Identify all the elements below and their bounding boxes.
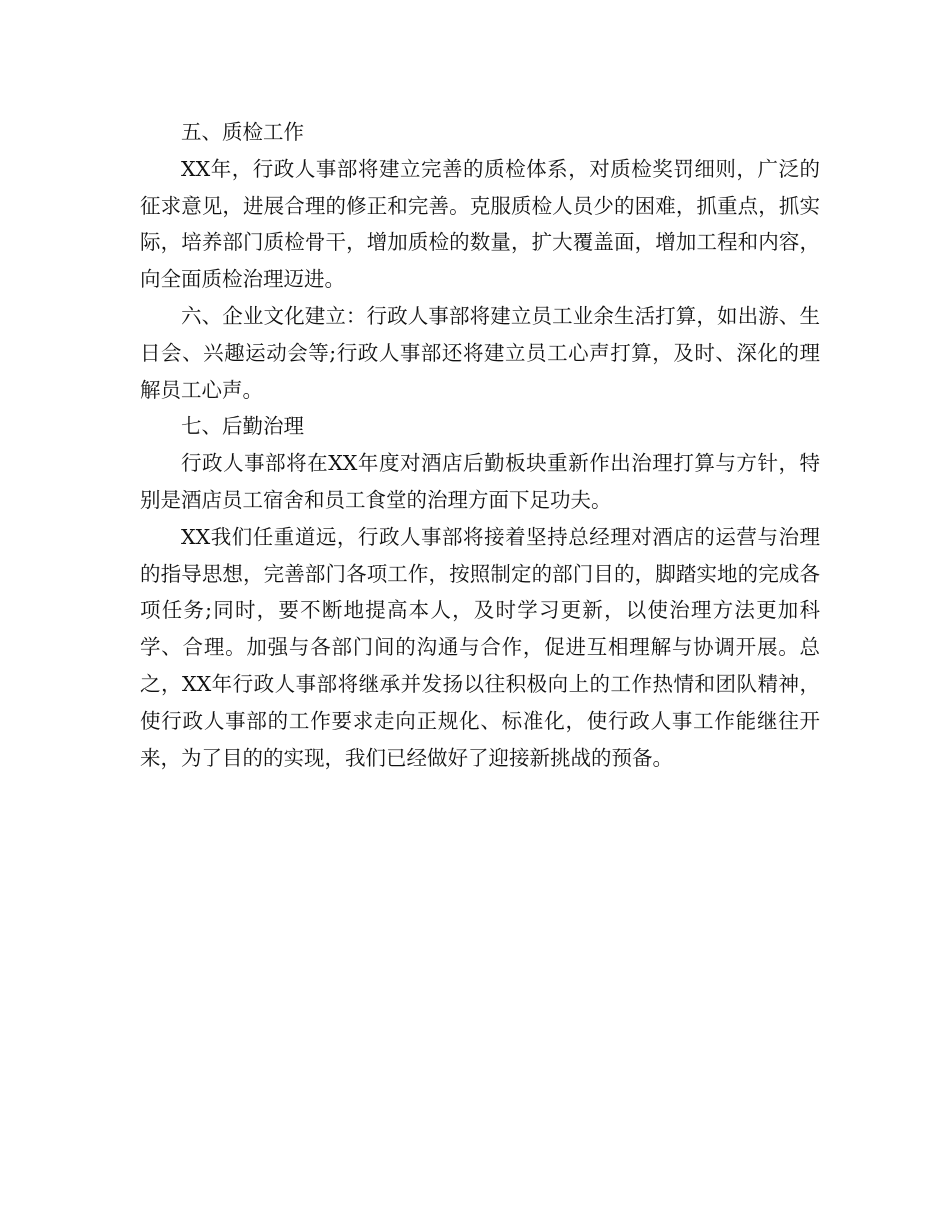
section-heading-quality-inspection: 五、质检工作 [181,120,304,144]
document-body [140,114,820,776]
paragraph-logistics: 行政人事部将在XX年度对酒店后勤板块重新作出治理打算与方针，特别是酒店员工宿舍和员工食堂的治理方面下足功夫。 [140,451,820,512]
section-heading-logistics: 七、后勤治理 [181,414,304,439]
paragraph-corporate-culture: 六、企业文化建立：行政人事部将建立员工业余生活打算，如出游、生日会、兴趣运动会等;行政人事部还将建立员工心声打算，及时、深化的理解员工心声。 [140,303,820,402]
paragraph-conclusion: XX我们任重道远，行政人事部将接着坚持总经理对酒店的运营与治理的指导思想，完善部门各项工作，按照制定的部门目的，脚踏实地的完成各项任务;同时，要不断地提高本人，及时学习更新，以使治理方法更加科学、合理。加强与各部门间的沟通与合作，促进互相理解与协调开展。总之，XX年行政人事部将继承并发扬以往积极向上的工作热情和团队精神，使行政人事部的工作要求走向正规化、标准化，使行政人事工作能继往开来，为了目的的实现，我们已经做好了迎接新挑战的预备。 [140,524,820,770]
paragraph-quality-inspection: XX年，行政人事部将建立完善的质检体系，对质检奖罚细则，广泛的征求意见，进展合理的修正和完善。克服质检人员少的困难，抓重点，抓实际，培养部门质检骨干，增加质检的数量，扩大覆盖面，增加工程和内容，向全面质检治理迈进。 [140,156,820,292]
